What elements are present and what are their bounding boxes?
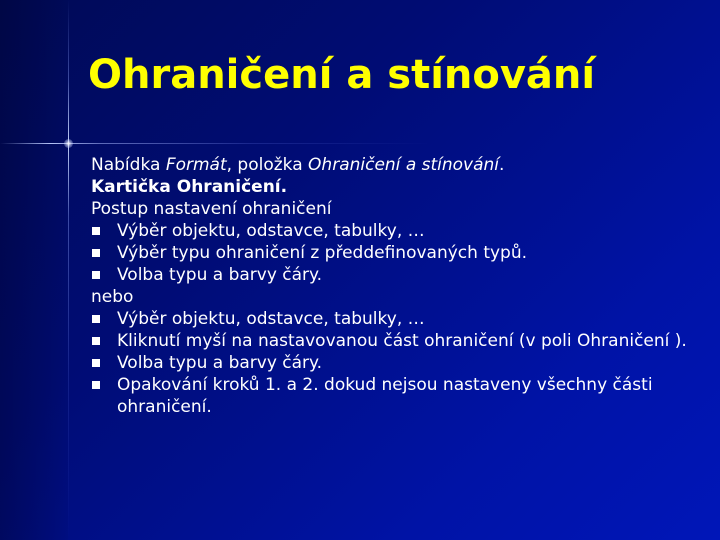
card-label: Kartička Ohraničení. <box>91 177 288 197</box>
procedure-heading: Postup nastavení ohraničení <box>91 199 332 219</box>
intro-line <box>91 154 701 176</box>
intro-prefix: Nabídka <box>91 155 166 175</box>
square-bullet-icon <box>91 242 117 264</box>
square-bullet-icon <box>91 264 117 286</box>
horizontal-rule-decoration <box>0 143 720 144</box>
intro-menu-name: Formát <box>165 155 227 175</box>
square-bullet-icon <box>91 308 117 330</box>
square-bullet-icon <box>91 374 117 396</box>
slide-title: Ohraničení a stínování <box>88 52 596 98</box>
square-bullet-icon <box>91 220 117 242</box>
sparkle-icon <box>64 139 73 148</box>
list-item <box>91 330 701 352</box>
list-item-text: Volba typu a barvy čáry. <box>117 265 323 285</box>
left-band-decoration <box>0 0 68 540</box>
intro-item-name: Ohraničení a stínování <box>308 155 500 175</box>
list-item <box>91 264 701 286</box>
list-item <box>91 374 701 418</box>
slide-body <box>91 154 701 418</box>
list-item-text: Kliknutí myší na nastavovanou část ohraničení (v poli Ohraničení ). <box>117 331 687 351</box>
square-bullet-icon <box>91 352 117 374</box>
list-item-text: Výběr objektu, odstavce, tabulky, … <box>117 309 425 329</box>
intro-middle: , položka <box>226 155 309 175</box>
vertical-rule-decoration <box>68 0 69 540</box>
list-item-text: Opakování kroků 1. a 2. dokud nejsou nastaveny všechny části ohraničení. <box>117 375 653 417</box>
or-label: nebo <box>91 287 134 307</box>
list-item-text: Výběr typu ohraničení z předdefinovaných typů. <box>117 243 528 263</box>
list-item <box>91 308 701 330</box>
square-bullet-icon <box>91 330 117 352</box>
intro-suffix: . <box>499 155 505 175</box>
list-item-text: Výběr objektu, odstavce, tabulky, … <box>117 221 425 241</box>
list-item <box>91 220 701 242</box>
list-item-text: Volba typu a barvy čáry. <box>117 353 323 373</box>
list-item <box>91 242 701 264</box>
list-item <box>91 352 701 374</box>
